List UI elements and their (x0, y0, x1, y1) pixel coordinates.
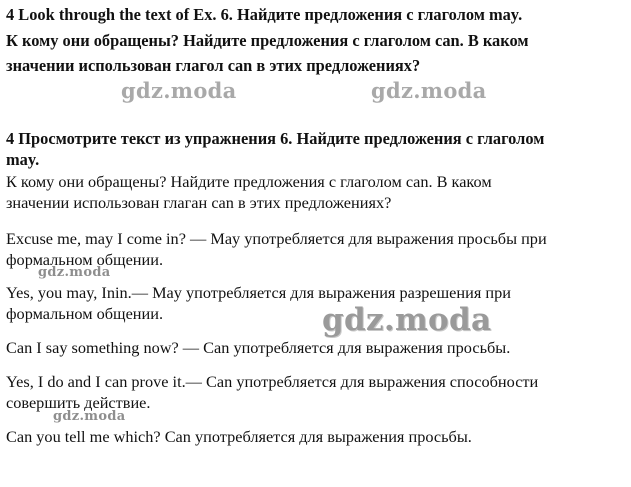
solution-header-line-1: 4 Просмотрите текст из упражнения 6. Найдите предложения с глаголом (6, 129, 545, 148)
question-line-1: К кому они обращены? Найдите предложения с глаголом can. В каком (6, 172, 492, 191)
answer-3-line-1: Can I say something now? — Can употребляется для выражения просьбы. (6, 338, 511, 357)
answer-4-line-1: Yes, I do and I can prove it.— Can употребляется для выражения способности (6, 372, 539, 391)
watermark-1: gdz.moda (121, 78, 237, 103)
answer-2-line-2: формальном общении. (6, 304, 164, 323)
answer-2-line-1: Yes, you may, Inin.— May употребляется для выражения разрешения при (6, 283, 511, 302)
task-header-line-2: К кому они обращены? Найдите предложения с глаголом can. В каком (6, 31, 529, 50)
answer-5-line-1: Can you tell me which? Can употребляется для выражения просьбы. (6, 427, 472, 446)
watermark-5: gdz.moda (53, 409, 126, 424)
task-header-line-3: значении использован глагол can в этих предложениях? (6, 56, 421, 75)
watermark-3: gdz.moda (38, 265, 111, 280)
question-line-2: значении использован глаган can в этих предложениях? (6, 193, 392, 212)
solution-header-line-2: may. (6, 150, 40, 169)
answer-1-line-1: Excuse me, may I come in? — May употребляется для выражения просьбы при (6, 229, 547, 248)
answer-1-line-2: формальном общении. (6, 250, 164, 269)
answer-4-line-2: совершить действие. (6, 393, 151, 412)
watermark-2: gdz.moda (371, 78, 487, 103)
task-header-line-1: 4 Look through the text of Ex. 6. Найдите предложения с глаголом may. (6, 5, 523, 24)
watermark-4: gdz.moda (322, 302, 492, 338)
